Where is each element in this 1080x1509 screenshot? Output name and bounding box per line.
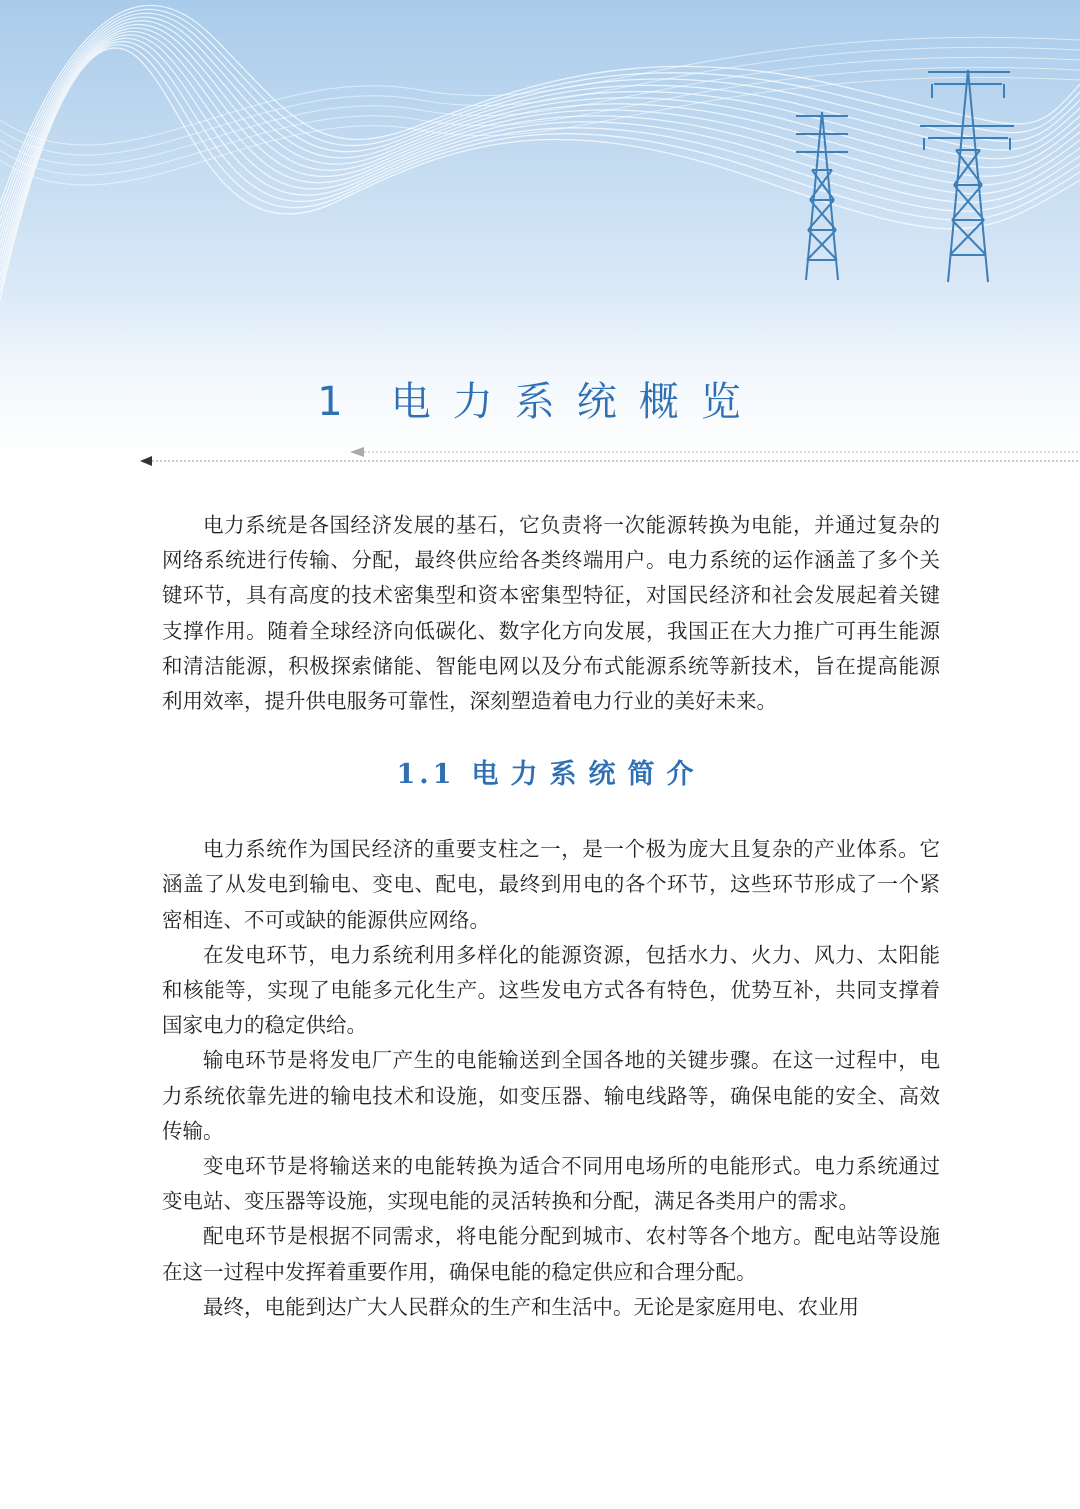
body-paragraph: 在发电环节，电力系统利用多样化的能源资源，包括水力、火力、风力、太阳能和核能等，实现了电能多元化生产。这些发电方式各有特色，优势互补，共同支撑着国家电力的稳定供给。 — [162, 942, 940, 1038]
body-paragraph: 变电环节是将输送来的电能转换为适合不同用电场所的电能形式。电力系统通过变电站、变压器等设施，实现电能的灵活转换和分配，满足各类用户的需求。 — [162, 1154, 940, 1214]
arrow-divider-icon — [140, 446, 1080, 468]
page-content — [162, 508, 940, 1325]
section-number: 1.1 — [396, 759, 456, 791]
body-paragraph: 最终，电能到达广大人民群众的生产和生活中。无论是家庭用电、农业用 — [203, 1294, 859, 1319]
body-paragraph: 电力系统作为国民经济的重要支柱之一，是一个极为庞大且复杂的产业体系。它涵盖了从发电到输电、变电、配电，最终到用电的各个环节，这些环节形成了一个紧密相连、不可或缺的能源供应网络。 — [162, 837, 940, 932]
section-title-text: 电力系统简介 — [471, 759, 706, 791]
intro-paragraph: 电力系统是各国经济发展的基石，它负责将一次能源转换为电能，并通过复杂的网络系统进行传输、分配，最终供应给各类终端用户。电力系统的运作涵盖了多个关键环节，具有高度的技术密集型和资本密集型特征，对国民经济和社会发展起着关键支撑作用。随着全球经济向低碳化、数字化方向发展，我国正在大力推广可再生能源和清洁能源，积极探索储能、智能电网以及分布式能源系统等新技术，旨在提高能源利用效率，提升供电服务可靠性，深刻塑造着电力行业的美好未来。 — [162, 513, 940, 714]
chapter-title — [0, 370, 1080, 427]
body-paragraph: 输电环节是将发电厂产生的电能输送到全国各地的关键步骤。在这一过程中，电力系统依靠先进的输电技术和设施，如变压器、输电线路等，确保电能的安全、高效传输。 — [162, 1048, 940, 1143]
section-title — [162, 755, 940, 795]
chapter-number: 1 — [317, 379, 365, 425]
chapter-title-text: 电力系统概览 — [390, 379, 763, 425]
body-paragraph: 配电环节是根据不同需求，将电能分配到城市、农村等各个地方。配电站等设施在这一过程中发挥着重要作用，确保电能的稳定供应和合理分配。 — [162, 1224, 940, 1284]
